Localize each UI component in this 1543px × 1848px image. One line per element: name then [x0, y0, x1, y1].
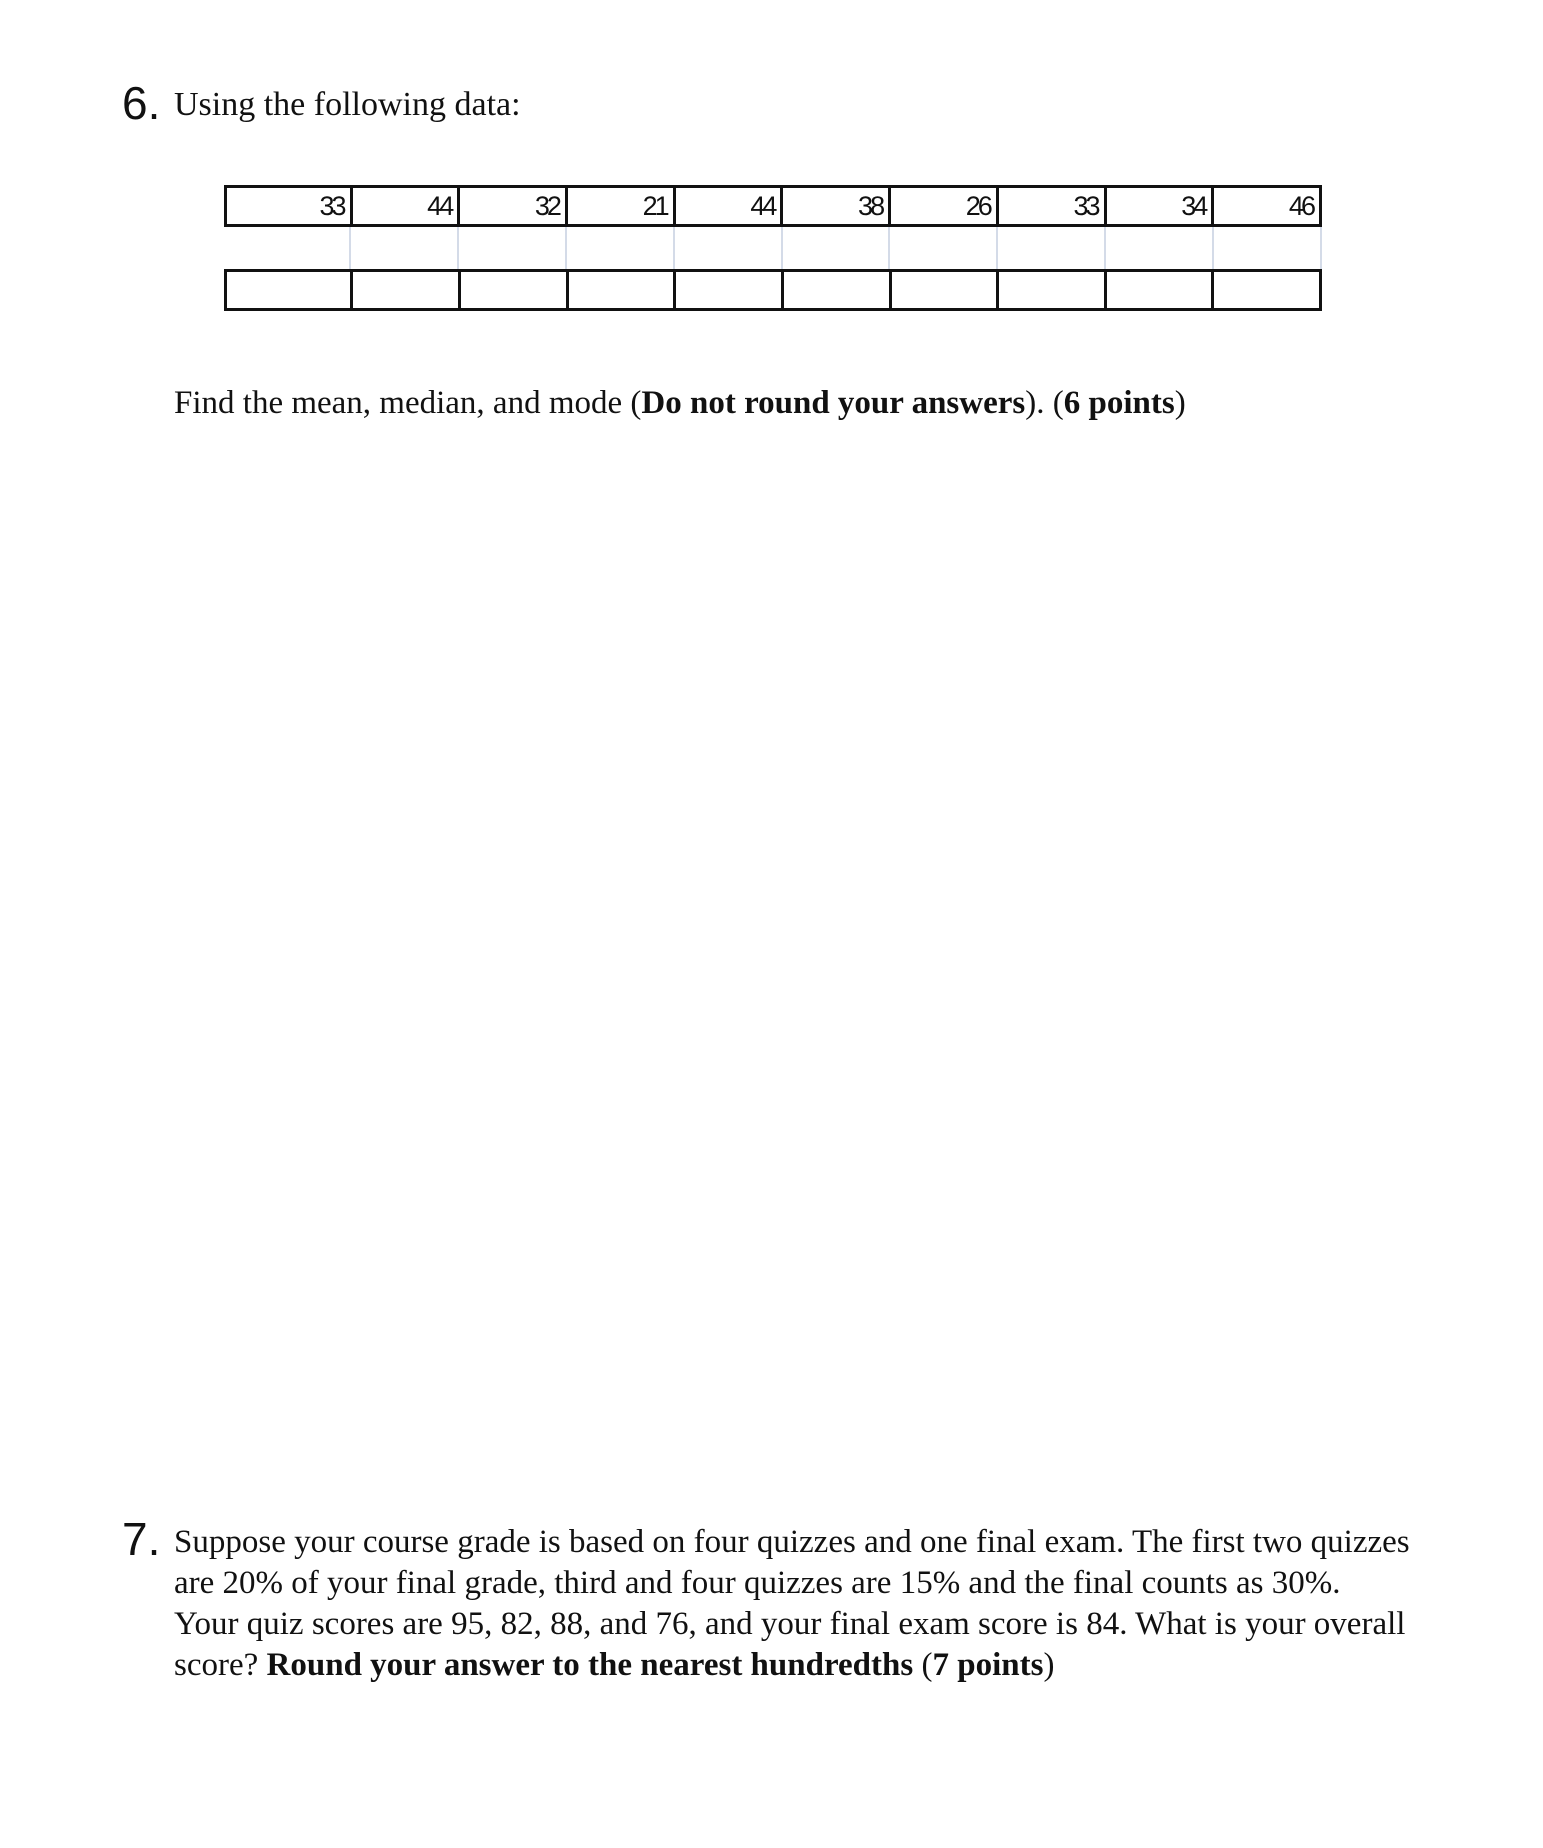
- question-7-text: [174, 1522, 1474, 1686]
- blank-answer-row: [224, 269, 1322, 311]
- question-7-line: Your quiz scores are 95, 82, 88, and 76, and your final exam score is 84. What is your overall: [174, 1606, 1406, 1642]
- question-7-line: [174, 1645, 1474, 1686]
- question-6-number: 6.: [122, 77, 161, 129]
- gridline-cell: [675, 227, 783, 269]
- blank-cell: [353, 272, 461, 308]
- gridline-cell: [783, 227, 891, 269]
- question-6-intro: Using the following data:: [174, 86, 521, 123]
- data-value-cell: 32: [460, 188, 568, 224]
- gridline-cell: [998, 227, 1106, 269]
- question-7-text-part: ): [1043, 1647, 1055, 1683]
- blank-cell: [892, 272, 1000, 308]
- blank-cell: [227, 272, 353, 308]
- blank-cell: [1107, 272, 1215, 308]
- question-7-text-part: score?: [174, 1647, 267, 1683]
- rounding-instruction: Round your answer to the nearest hundredths: [266, 1647, 914, 1683]
- question-7-number: 7.: [122, 1513, 161, 1565]
- data-value-cell: 26: [891, 188, 999, 224]
- data-value-cell: 46: [1288, 191, 1313, 221]
- gridline-cell: [459, 227, 567, 269]
- blank-cell: [461, 272, 569, 308]
- table-gridline-row: [224, 227, 1322, 269]
- blank-cell: [676, 272, 784, 308]
- blank-cell: [569, 272, 677, 308]
- data-table: [224, 185, 1322, 311]
- question-7-line: are 20% of your final grade, third and four quizzes are 15% and the final counts as 30%.: [174, 1565, 1341, 1601]
- gridline-cell: [890, 227, 998, 269]
- gridline-cell: [1214, 227, 1322, 269]
- gridline-cell: [567, 227, 675, 269]
- data-value-cell: 44: [676, 188, 784, 224]
- data-value-cell: 38: [783, 188, 891, 224]
- data-value-cell: 33: [999, 188, 1107, 224]
- instruction-bold-text: Do not round your answers: [641, 385, 1026, 421]
- points-label: 7 points: [932, 1647, 1044, 1683]
- instruction-text: ): [1174, 385, 1186, 421]
- blank-cell: [999, 272, 1107, 308]
- data-value-cell: 21: [568, 188, 676, 224]
- data-value-cell: 34: [1107, 188, 1215, 224]
- gridline-cell: [224, 227, 351, 269]
- blank-cell: [784, 272, 892, 308]
- data-values-row: [224, 185, 1322, 227]
- instruction-text: Find the mean, median, and mode (: [174, 385, 642, 421]
- gridline-cell: [351, 227, 459, 269]
- data-value-cell: 44: [353, 188, 461, 224]
- blank-cell: [1214, 272, 1319, 308]
- points-label: 6 points: [1063, 385, 1175, 421]
- question-7-line: Suppose your course grade is based on four quizzes and one final exam. The first two quizzes: [174, 1524, 1410, 1560]
- instruction-text: ). (: [1025, 385, 1064, 421]
- gridline-cell: [1106, 227, 1214, 269]
- question-6-instructions: [174, 383, 1186, 424]
- data-value-cell: 33: [227, 188, 353, 224]
- question-7-text-part: (: [913, 1647, 933, 1683]
